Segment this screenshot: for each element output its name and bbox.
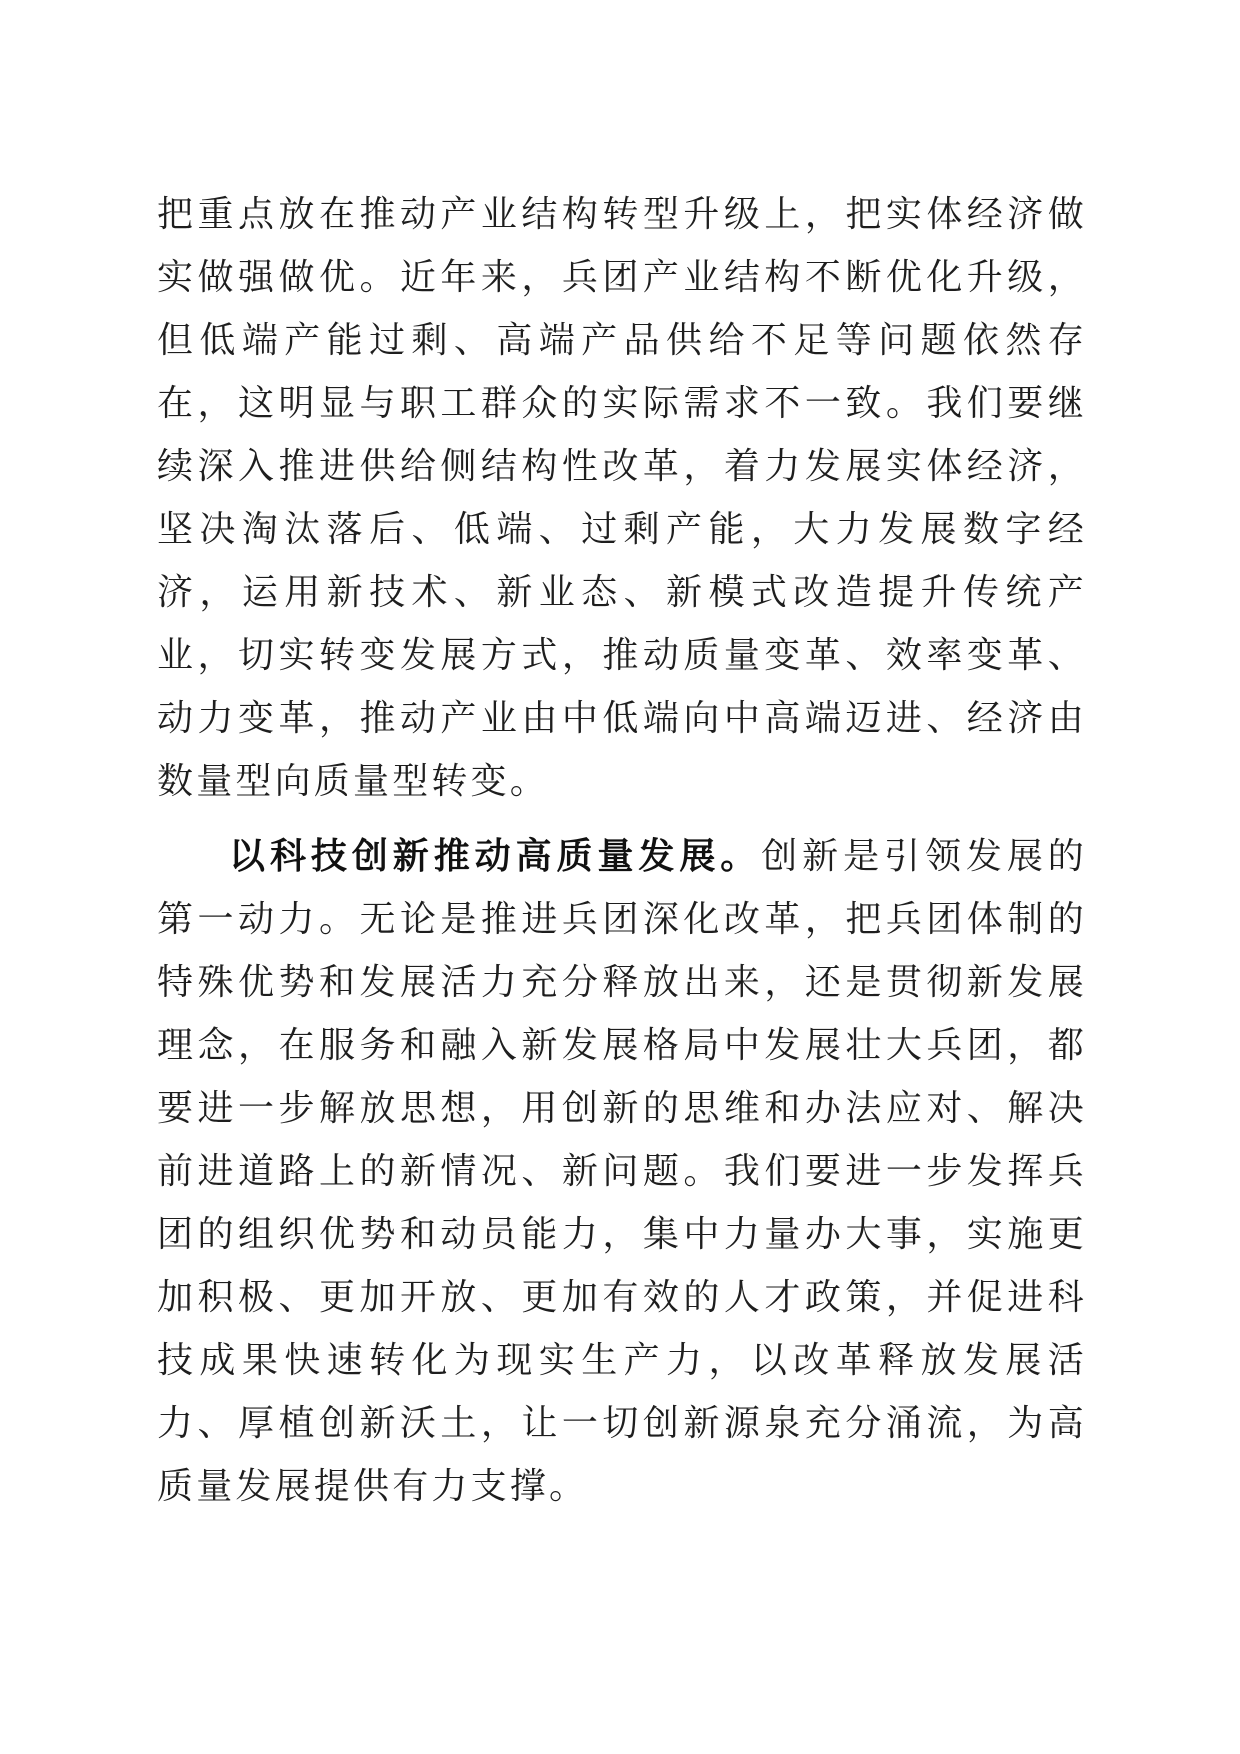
body-paragraph-2 <box>157 825 1087 1518</box>
paragraph-1-text: 把重点放在推动产业结构转型升级上，把实体经济做实做强做优。近年来，兵团产业结构不断优化升级，但低端产能过剩、高端产品供给不足等问题依然存在，这明显与职工群众的实际需求不一致。我们要继续深入推进供给侧结构性改革，着力发展实体经济，坚决淘汰落后、低端、过剩产能，大力发展数字经济，运用新技术、新业态、新模式改造提升传统产业，切实转变发展方式，推动质量变革、效率变革、动力变革，推动产业由中低端向中高端迈进、经济由数量型向质量型转变。 <box>157 194 1087 802</box>
body-paragraph-1 <box>157 183 1087 813</box>
paragraph-2-text: 创新是引领发展的第一动力。无论是推进兵团深化改革，把兵团体制的特殊优势和发展活力充分释放出来，还是贯彻新发展理念，在服务和融入新发展格局中发展壮大兵团，都要进一步解放思想，用创新的思维和办法应对、解决前进道路上的新情况、新问题。我们要进一步发挥兵团的组织优势和动员能力，集中力量办大事，实施更加积极、更加开放、更加有效的人才政策，并促进科技成果快速转化为现实生产力，以改革释放发展活力、厚植创新沃土，让一切创新源泉充分涌流，为高质量发展提供有力支撑。 <box>157 836 1087 1507</box>
paragraph-2-lead-heading: 以科技创新推动高质量发展。 <box>229 836 762 877</box>
